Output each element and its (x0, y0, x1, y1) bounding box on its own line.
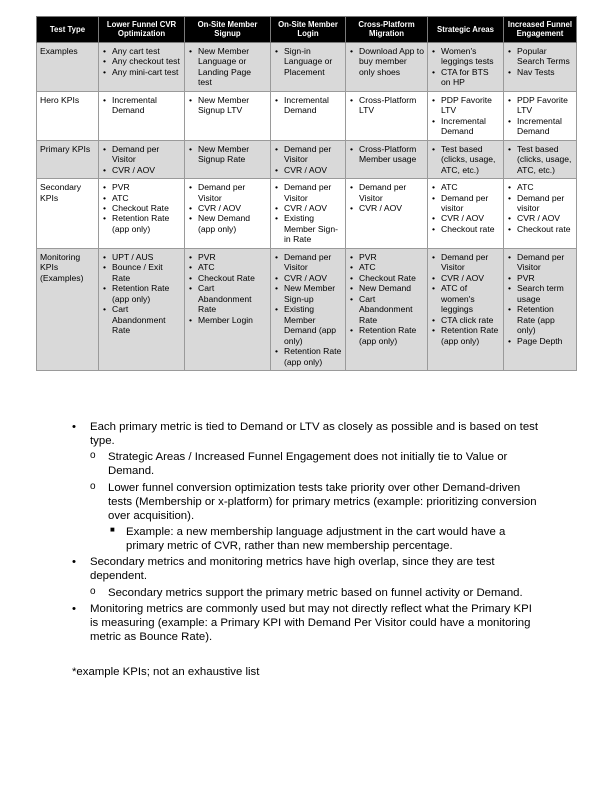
header-funnel-engagement: Increased Funnel Engagement (504, 17, 577, 43)
cell-bullet-item: • Download App to buy member only shoes (349, 46, 424, 77)
cell-bullet-item: • Any checkout test (102, 56, 181, 66)
cell-bullet-item: • Existing Member Sign-in Rate (274, 213, 342, 244)
cell-bullet-list (274, 182, 342, 245)
header-strategic-areas: Strategic Areas (428, 17, 504, 43)
cell-bullet-item: • New Member Sign-up (274, 283, 342, 304)
table-cell (428, 91, 504, 140)
cell-bullet-item: • Checkout rate (431, 224, 500, 234)
table-cell (504, 179, 577, 249)
sub-note-text: Strategic Areas / Increased Funnel Engagement does not initially tie to Value or Demand. (108, 451, 508, 478)
table-row (37, 179, 577, 249)
table-cell (428, 42, 504, 91)
row-label: Hero KPIs (37, 91, 99, 140)
cell-bullet-item: • PVR (188, 252, 267, 262)
cell-bullet-item: • Demand per visitor (507, 193, 573, 214)
cell-bullet-list (431, 182, 500, 234)
table-cell (346, 248, 428, 370)
sub-note-text: Secondary metrics support the primary metric based on funnel activity or Demand. (108, 586, 523, 599)
table-row (37, 91, 577, 140)
cell-bullet-item: • PVR (102, 182, 181, 192)
cell-bullet-item: • Demand per Visitor (507, 252, 573, 273)
table-cell (271, 91, 346, 140)
cell-bullet-item: • Nav Tests (507, 67, 573, 77)
cell-bullet-item: • Any cart test (102, 46, 181, 56)
circle-bullet-icon: o (90, 480, 96, 492)
cell-bullet-item: • ATC (349, 262, 424, 272)
cell-bullet-item: • CTA click rate (431, 315, 500, 325)
sub-sub-note-list (108, 525, 542, 553)
cell-bullet-item: • Demand per Visitor (349, 182, 424, 203)
cell-bullet-item: • Retention Rate (app only) (274, 346, 342, 367)
cell-bullet-item: • Member Login (188, 315, 267, 325)
cell-bullet-list (431, 252, 500, 346)
table-header-row (37, 17, 577, 43)
cell-bullet-item: • Demand per Visitor (431, 252, 500, 273)
cell-bullet-item: • Cross-Platform LTV (349, 95, 424, 116)
sub-note-item (90, 450, 542, 478)
note-text: Secondary metrics and monitoring metrics have high overlap, since they are test dependent. (90, 556, 495, 583)
note-item (72, 420, 542, 553)
table-cell (428, 140, 504, 178)
cell-bullet-item: • UPT / AUS (102, 252, 181, 262)
cell-bullet-list (102, 144, 181, 175)
sub-note-list (90, 586, 542, 600)
cell-bullet-item: • Retention Rate (app only) (102, 283, 181, 304)
table-cell (99, 91, 185, 140)
note-item (72, 555, 542, 599)
sub-note-text: Lower funnel conversion optimization tests take priority over other Demand-driven tests (Membership or x-platform) for primary metrics (example: prioritizing conversion over acquisition). (108, 481, 537, 522)
cell-bullet-list (507, 144, 573, 175)
cell-bullet-item: • PVR (349, 252, 424, 262)
sub-sub-note-item (108, 525, 542, 553)
cell-bullet-item: • Retention Rate (app only) (349, 325, 424, 346)
table-cell (428, 248, 504, 370)
table-cell (346, 91, 428, 140)
cell-bullet-list (274, 252, 342, 367)
table-cell (185, 42, 271, 91)
row-label: Secondary KPIs (37, 179, 99, 249)
cell-bullet-item: • Search term usage (507, 283, 573, 304)
table-cell (346, 42, 428, 91)
cell-bullet-item: • CVR / AOV (188, 203, 267, 213)
header-member-signup: On-Site Member Signup (185, 17, 271, 43)
cell-bullet-item: • Cross-Platform Member usage (349, 144, 424, 165)
note-text: Each primary metric is tied to Demand or LTV as closely as possible and is based on test type. (90, 421, 539, 448)
cell-bullet-item: • Demand per Visitor (102, 144, 181, 165)
cell-bullet-item: • Retention Rate (app only) (507, 304, 573, 335)
table-cell (185, 140, 271, 178)
table-row (37, 140, 577, 178)
cell-bullet-list (274, 144, 342, 175)
cell-bullet-item: • ATC (431, 182, 500, 192)
cell-bullet-item: • Checkout Rate (349, 273, 424, 283)
cell-bullet-item: • Checkout Rate (102, 203, 181, 213)
cell-bullet-item: • Cart Abandonment Rate (349, 294, 424, 325)
cell-bullet-item: • ATC (507, 182, 573, 192)
cell-bullet-item: • Test based (clicks, usage, ATC, etc.) (431, 144, 500, 175)
cell-bullet-item: • Incremental Demand (274, 95, 342, 116)
cell-bullet-item: • New Member Signup Rate (188, 144, 267, 165)
cell-bullet-list (507, 182, 573, 234)
table-row (37, 42, 577, 91)
cell-bullet-item: • Any mini-cart test (102, 67, 181, 77)
table-cell (271, 42, 346, 91)
cell-bullet-list (431, 95, 500, 137)
cell-bullet-item: • Checkout Rate (188, 273, 267, 283)
cell-bullet-list (507, 252, 573, 346)
cell-bullet-list (349, 95, 424, 116)
cell-bullet-item: • Test based (clicks, usage, ATC, etc.) (507, 144, 573, 175)
cell-bullet-item: • CVR / AOV (431, 213, 500, 223)
cell-bullet-item: • Demand per Visitor (274, 252, 342, 273)
table-cell (271, 179, 346, 249)
table-cell (99, 248, 185, 370)
cell-bullet-item: • New Member Language or Landing Page test (188, 46, 267, 88)
cell-bullet-item: • New Member Signup LTV (188, 95, 267, 116)
header-cross-platform: Cross-Platform Migration (346, 17, 428, 43)
header-member-login: On-Site Member Login (271, 17, 346, 43)
cell-bullet-list (507, 95, 573, 137)
table-cell (504, 140, 577, 178)
table-cell (271, 140, 346, 178)
cell-bullet-list (349, 252, 424, 346)
cell-bullet-list (188, 182, 267, 234)
cell-bullet-item: • New Demand (349, 283, 424, 293)
cell-bullet-item: • New Demand (app only) (188, 213, 267, 234)
cell-bullet-item: • PDP Favorite LTV (507, 95, 573, 116)
cell-bullet-item: • Popular Search Terms (507, 46, 573, 67)
cell-bullet-list (274, 46, 342, 77)
cell-bullet-list (102, 182, 181, 234)
cell-bullet-item: • ATC of women's leggings (431, 283, 500, 314)
cell-bullet-list (188, 144, 267, 165)
cell-bullet-item: • PVR (507, 273, 573, 283)
cell-bullet-list (102, 95, 181, 116)
row-label: Examples (37, 42, 99, 91)
table-row (37, 248, 577, 370)
cell-bullet-item: • Incremental Demand (431, 116, 500, 137)
cell-bullet-item: • Cart Abandonment Rate (102, 304, 181, 335)
table-cell (271, 248, 346, 370)
cell-bullet-list (507, 46, 573, 77)
cell-bullet-item: • Retention Rate (app only) (431, 325, 500, 346)
table-cell (346, 140, 428, 178)
cell-bullet-list (431, 46, 500, 88)
cell-bullet-item: • Checkout rate (507, 224, 573, 234)
table-cell (504, 42, 577, 91)
sub-note-item (90, 481, 542, 554)
cell-bullet-list (102, 252, 181, 336)
row-label: Monitoring KPIs (Examples) (37, 248, 99, 370)
cell-bullet-item: • Incremental Demand (102, 95, 181, 116)
bullet-icon: • (72, 421, 76, 433)
sub-note-item (90, 586, 542, 600)
cell-bullet-item: • CTA for BTS on HP (431, 67, 500, 88)
table-cell (428, 179, 504, 249)
cell-bullet-item: • Existing Member Demand (app only) (274, 304, 342, 346)
kpi-table (36, 16, 577, 371)
table-cell (504, 91, 577, 140)
footnote: *example KPIs; not an exhaustive list (72, 666, 260, 678)
cell-bullet-item: • CVR / AOV (102, 165, 181, 175)
cell-bullet-item: • CVR / AOV (274, 273, 342, 283)
header-lower-funnel: Lower Funnel CVR Optimization (99, 17, 185, 43)
note-item (72, 602, 542, 644)
table-cell (99, 179, 185, 249)
cell-bullet-item: • Demand per Visitor (274, 182, 342, 203)
square-bullet-icon: ■ (110, 524, 115, 534)
cell-bullet-list (188, 252, 267, 325)
cell-bullet-item: • ATC (188, 262, 267, 272)
cell-bullet-list (102, 46, 181, 77)
cell-bullet-item: • Incremental Demand (507, 116, 573, 137)
circle-bullet-icon: o (90, 585, 96, 597)
notes-section (72, 420, 542, 646)
row-label: Primary KPIs (37, 140, 99, 178)
sub-sub-note-text: Example: a new membership language adjustment in the cart would have a primary metric of CVR, rather than new membership percentage. (126, 525, 506, 553)
cell-bullet-list (188, 95, 267, 116)
cell-bullet-item: • CVR / AOV (507, 213, 573, 223)
cell-bullet-list (349, 182, 424, 213)
cell-bullet-item: • ATC (102, 193, 181, 203)
table-body (37, 42, 577, 371)
cell-bullet-list (349, 144, 424, 165)
bullet-icon: • (72, 602, 76, 615)
cell-bullet-list (274, 95, 342, 116)
table-cell (346, 179, 428, 249)
notes-list (72, 420, 542, 644)
table-cell (99, 42, 185, 91)
cell-bullet-item: • PDP Favorite LTV (431, 95, 500, 116)
cell-bullet-item: • Women's leggings tests (431, 46, 500, 67)
cell-bullet-list (431, 144, 500, 175)
table-cell (185, 179, 271, 249)
cell-bullet-item: • CVR / AOV (274, 165, 342, 175)
cell-bullet-item: • Bounce / Exit Rate (102, 262, 181, 283)
table-cell (185, 91, 271, 140)
bullet-icon: • (72, 556, 76, 569)
cell-bullet-item: • Demand per visitor (431, 193, 500, 214)
header-test-type: Test Type (37, 17, 99, 43)
cell-bullet-list (349, 46, 424, 77)
cell-bullet-item: • Page Depth (507, 336, 573, 346)
circle-bullet-icon: o (90, 450, 96, 462)
cell-bullet-item: • Sign-in Language or Placement (274, 46, 342, 77)
cell-bullet-item: • CVR / AOV (274, 203, 342, 213)
cell-bullet-item: • Demand per Visitor (274, 144, 342, 165)
cell-bullet-item: • Cart Abandonment Rate (188, 283, 267, 314)
cell-bullet-item: • Retention Rate (app only) (102, 213, 181, 234)
cell-bullet-item: • CVR / AOV (431, 273, 500, 283)
cell-bullet-item: • CVR / AOV (349, 203, 424, 213)
table-cell (185, 248, 271, 370)
table-cell (504, 248, 577, 370)
cell-bullet-item: • Demand per Visitor (188, 182, 267, 203)
sub-note-list (90, 450, 542, 553)
cell-bullet-list (188, 46, 267, 88)
note-text: Monitoring metrics are commonly used but may not directly reflect what the Primary KPI is measuring (example: a Primary KPI with Demand Per Visitor could have a monitoring metric as Bounce Rate). (90, 602, 532, 643)
table-cell (99, 140, 185, 178)
